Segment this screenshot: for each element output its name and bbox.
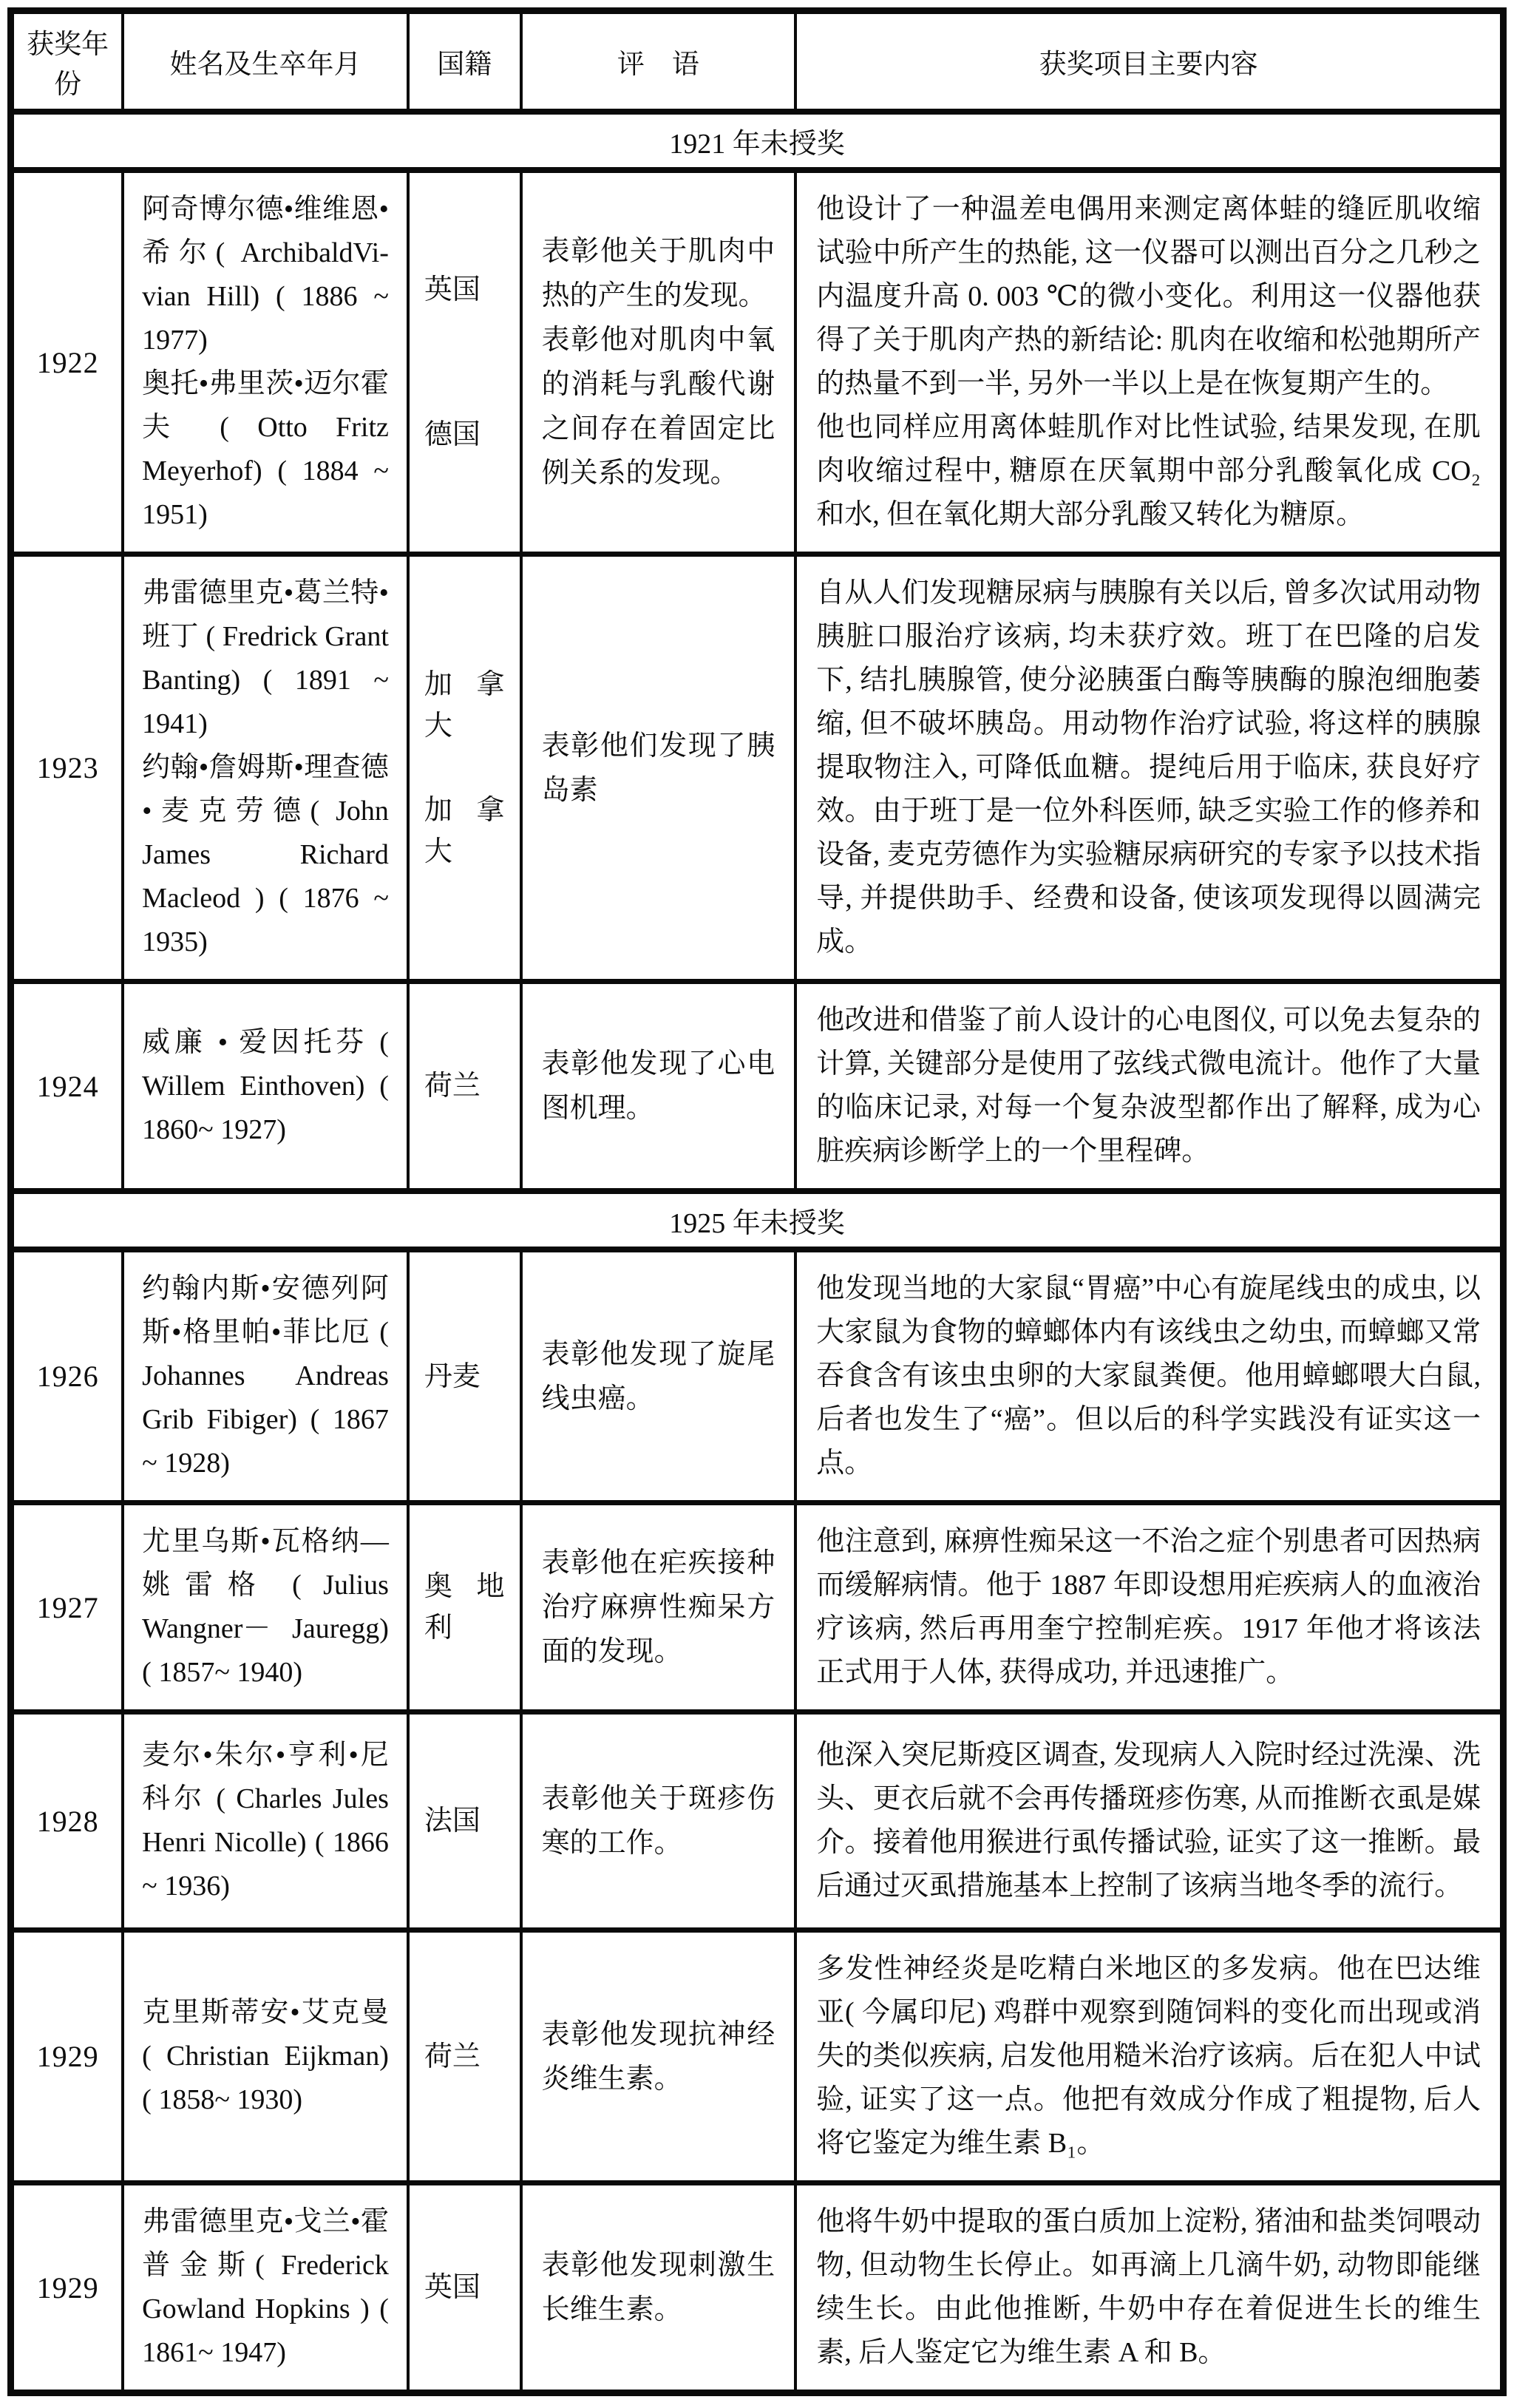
nationality-cell (408, 2183, 521, 2393)
table-row-1922 (11, 170, 1504, 554)
no-award-banner: 1921 年未授奖 (11, 112, 1504, 170)
citation-cell (521, 1249, 796, 1503)
table-row-1927 (11, 1503, 1504, 1712)
description: 多发性神经炎是吃精白米地区的多发病。他在巴达维亚( 今属印尼) 鸡群中观察到随饲料的变化而出现或消失的类似疾病, 启发他用糙米治疗该病。后在犯人中试验, 证实了这一点。他把有效成分作成了粗提物, 后人将它鉴定为维生素 B₁。 (816, 1953, 1481, 2159)
year-cell: 1922 (11, 170, 123, 554)
laureate-name: 奥托•弗里茨•迈尔霍夫 ( Otto Fritz Meyerhof) ( 1884 ~ 1951) (142, 368, 389, 530)
nationality: 英国 (424, 2272, 481, 2303)
header-nationality: 国籍 (408, 11, 521, 112)
citation: 表彰他对肌肉中氧的消耗与乳酸代谢之间存在着固定比例关系的发现。 (541, 325, 775, 489)
header-citation: 评 语 (521, 11, 796, 112)
nationality: 加拿大 (424, 668, 505, 742)
year-cell: 1924 (11, 982, 123, 1192)
laureate-name: 弗雷德里克•葛兰特•班丁 ( Fredrick Grant Banting) ( 1891 ~ 1941) (142, 577, 389, 739)
year-cell: 1928 (11, 1712, 123, 1930)
table-row-1926 (11, 1249, 1504, 1503)
year-cell: 1923 (11, 554, 123, 982)
laureate-name: 弗雷德里克•戈兰•霍普金斯( Frederick Gowland Hopkins ) ( 1861~ 1947) (142, 2206, 389, 2368)
name-cell (123, 1930, 408, 2183)
name-cell (123, 1503, 408, 1712)
laureate-name: 约翰•詹姆斯•理查德•麦克劳德( John James Richard Macleod ) ( 1876 ~ 1935) (142, 752, 389, 957)
header-award-year: 获奖年份 (11, 11, 123, 112)
nationality-cell (408, 554, 521, 982)
laureate-name: 尤里乌斯•瓦格纳—姚雷格 ( Julius Wangner－ Jauregg) ( 1857~ 1940) (142, 1526, 389, 1688)
citation: 表彰他发现了旋尾线虫癌。 (541, 1338, 775, 1414)
description: 他注意到, 麻痹性痴呆这一不治之症个别患者可因热病而缓解病情。他于 1887 年即设想用疟疾病人的血液治疗该病, 然后再用奎宁控制疟疾。1917 年他才将该法正式用于人体, 获得成功, 并迅速推广。 (816, 1526, 1481, 1688)
table-row-1929-hopkins (11, 2183, 1504, 2393)
description: 他深入突尼斯疫区调查, 发现病人入院时经过洗澡、洗头、更衣后就不会再传播斑疹伤寒, 从而推断衣虱是媒介。接着他用猴进行虱传播试验, 证实了这一推断。最后通过灭虱措施基本上控制了该病当地冬季的流行。 (816, 1740, 1481, 1902)
description: 他将牛奶中提取的蛋白质加上淀粉, 猪油和盐类饲喂动物, 但动物生长停止。如再滴上几滴牛奶, 动物即能继续生长。由此他推断, 牛奶中存在着促进生长的维生素, 后人鉴定它为维生素 A 和 B。 (816, 2206, 1481, 2368)
name-cell (123, 2183, 408, 2393)
table-row-1929-eijkman (11, 1930, 1504, 2183)
table-row-1923 (11, 554, 1504, 982)
description-cell (795, 2183, 1503, 2393)
header-row (11, 11, 1504, 112)
table-row-1928 (11, 1712, 1504, 1930)
nationality: 英国 (424, 274, 481, 305)
description-cell (795, 1930, 1503, 2183)
citation: 表彰他们发现了胰岛素 (541, 730, 775, 806)
year-cell: 1929 (11, 1930, 123, 2183)
description-cell (795, 1249, 1503, 1503)
description-cell (795, 982, 1503, 1192)
citation-cell (521, 170, 796, 554)
citation-cell (521, 1712, 796, 1930)
nationality: 荷兰 (424, 2041, 481, 2072)
nationality: 荷兰 (424, 1071, 481, 1102)
description-cell (795, 170, 1503, 554)
description-cell (795, 554, 1503, 982)
year-cell: 1929 (11, 2183, 123, 2393)
citation: 表彰他发现抗神经炎维生素。 (541, 2018, 775, 2095)
nationality-cell (408, 1249, 521, 1503)
description: 他改进和借鉴了前人设计的心电图仪, 可以免去复杂的计算, 关键部分是使用了弦线式微电流计。他作了大量的临床记录, 对每一个复杂波型都作出了解释, 成为心脏疾病诊断学上的一个里程碑。 (816, 1005, 1481, 1167)
nationality-cell (408, 982, 521, 1192)
nationality-cell (408, 1712, 521, 1930)
nationality-cell (408, 1930, 521, 2183)
citation: 表彰他在疟疾接种治疗麻痹性痴呆方面的发现。 (541, 1547, 775, 1667)
description: 自从人们发现糖尿病与胰腺有关以后, 曾多次试用动物胰脏口服治疗该病, 均未获疗效。班丁在巴隆的启发下, 结扎胰腺管, 使分泌胰蛋白酶等胰酶的腺泡细胞萎缩, 但不破坏胰岛。用动物作治疗试验, 将这样的胰腺提取物注入, 可降低血糖。提纯后用于临床, 获良好疗效。由于班丁是一位外科医师, 缺乏实验工作的修养和设备, 麦克劳德作为实验糖尿病研究的专家予以技术指导, 并提供助手、经费和设备, 使该项发现得以圆满完成。 (816, 577, 1481, 957)
description-cell (795, 1712, 1503, 1930)
nationality-cell (408, 1503, 521, 1712)
year-cell: 1926 (11, 1249, 123, 1503)
name-cell (123, 1712, 408, 1930)
citation-cell (521, 554, 796, 982)
header-name-dates: 姓名及生卒年月 (123, 11, 408, 112)
citation-cell (521, 982, 796, 1192)
nationality: 加拿大 (424, 794, 505, 867)
citation: 表彰他发现刺激生长维生素。 (541, 2250, 775, 2325)
description: 他也同样应用离体蛙肌作对比性试验, 结果发现, 在肌肉收缩过程中, 糖原在厌氧期中部分乳酸氧化成 CO₂ 和水, 但在氧化期大部分乳酸又转化为糖原。 (816, 412, 1481, 530)
description: 他设计了一种温差电偶用来测定离体蛙的缝匠肌收缩试验中所产生的热能, 这一仪器可以测出百分之几秒之内温度升高 0. 003 ℃的微小变化。利用这一仪器他获得了关于肌肉产热的新结论: 肌肉在收缩和松弛期所产的热量不到一半, 另外一半以上是在恢复期产生的。 (816, 194, 1481, 399)
name-cell (123, 170, 408, 554)
table-row-1924 (11, 982, 1504, 1192)
banner-row-1925 (11, 1191, 1504, 1249)
citation-cell (521, 1503, 796, 1712)
year-cell: 1927 (11, 1503, 123, 1712)
banner-row-1921 (11, 112, 1504, 170)
citation: 表彰他关于肌肉中热的产生的发现。 (541, 236, 775, 311)
header-main-content: 获奖项目主要内容 (795, 11, 1503, 112)
citation: 表彰他关于斑疹伤寒的工作。 (541, 1783, 775, 1859)
nobel-prize-table (7, 7, 1507, 2396)
name-cell (123, 982, 408, 1192)
nationality: 法国 (424, 1805, 481, 1836)
laureate-name: 克里斯蒂安•艾克曼 ( Christian Eijkman) ( 1858~ 1930) (142, 1997, 389, 2115)
laureate-name: 阿奇博尔德•维维恩•希尔( ArchibaldVi-vian Hill) ( 1886 ~ 1977) (142, 194, 389, 356)
name-cell (123, 554, 408, 982)
laureate-name: 威廉 • 爱因托芬 ( Willem Einthoven) ( 1860~ 1927) (142, 1026, 389, 1145)
citation: 表彰他发现了心电图机理。 (541, 1048, 775, 1124)
nationality: 奥地利 (424, 1571, 505, 1644)
name-cell (123, 1249, 408, 1503)
citation-cell (521, 1930, 796, 2183)
no-award-banner: 1925 年未授奖 (11, 1191, 1504, 1249)
laureate-name: 麦尔•朱尔•亨利•尼科尔 ( Charles Jules Henri Nicolle) ( 1866 ~ 1936) (142, 1740, 389, 1902)
nationality: 德国 (424, 419, 481, 450)
citation-cell (521, 2183, 796, 2393)
laureate-name: 约翰内斯•安德列阿斯•格里帕•菲比厄 ( Johannes Andreas Grib Fibiger) ( 1867 ~ 1928) (142, 1273, 389, 1479)
description-cell (795, 1503, 1503, 1712)
nationality: 丹麦 (424, 1360, 481, 1392)
nationality-cell (408, 170, 521, 554)
description: 他发现当地的大家鼠“胃癌”中心有旋尾线虫的成虫, 以大家鼠为食物的蟑螂体内有该线虫之幼虫, 而蟑螂又常吞食含有该虫虫卵的大家鼠粪便。他用蟑螂喂大白鼠, 后者也发生了“癌”。但以后的科学实践没有证实这一点。 (816, 1273, 1481, 1479)
